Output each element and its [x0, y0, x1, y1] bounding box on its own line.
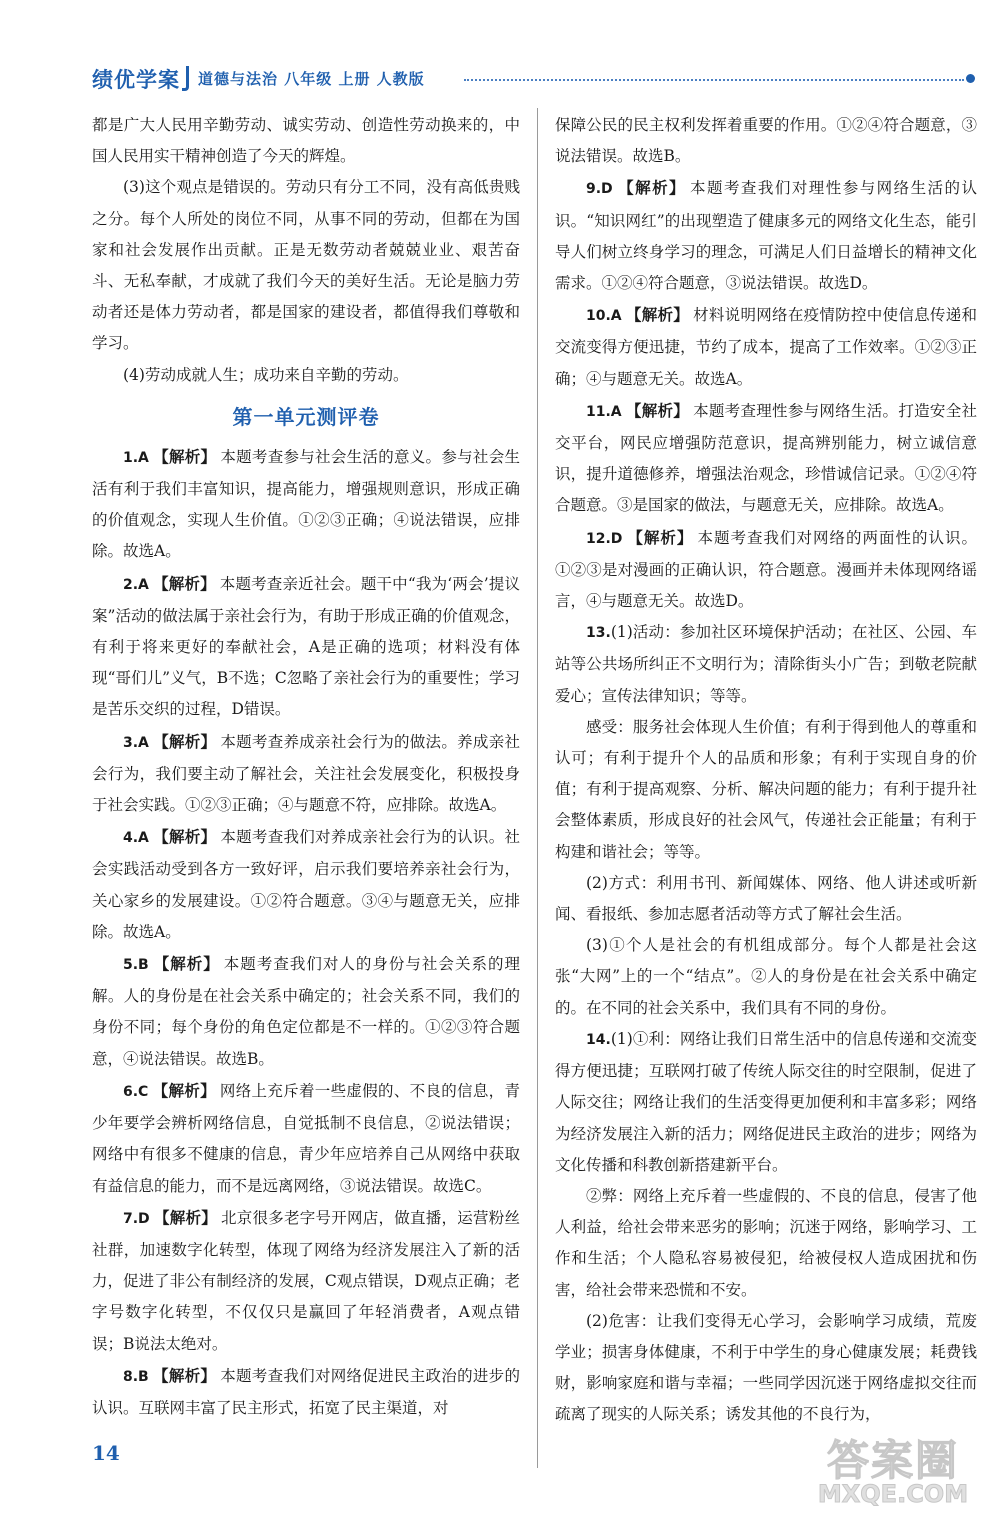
page-number: 14 — [92, 1441, 120, 1465]
question-number: 10.A — [586, 308, 622, 325]
answer-text: 感受：服务社会体现人生价值；有利于得到他人的尊重和认可；有利于提升个人的品质和形象；有利于实现自身的价值；有利于提高观察、分析、解决问题的能力；有利于提升社会整体素质，形成良好的社会风气，传递社会正能量；有利于构建和谐社会；等等。 — [555, 717, 977, 861]
answer-text: 北京很多老字号开网店，做直播，运营粉丝社群，加速数字化转型，体现了网络为经济发展注入了新的活力，促进了非公有制经济的发展，C观点错误，D观点正确；老字号数字化转型，不仅仅只是赢回了年轻消费者，A观点错误；B说法太绝对。 — [92, 1208, 520, 1353]
section-title: 第一单元测评卷 — [232, 404, 380, 429]
answer-text: 本题考查我们对人的身份与社会关系的理解。人的身份是在社会关系中确定的；社会关系不同，我们的身份不同；每个身份的角色定位都是不一样的。①②③符合题意，④说法错误。故选B。 — [92, 955, 520, 1068]
answer-item — [555, 172, 977, 299]
page-header — [92, 62, 980, 96]
answer-item — [92, 726, 520, 822]
answer-text: (2)危害：让我们变得无心学习，会影响学习成绩，荒废学业；损害身体健康，不利于中学生的身心健康发展；耗费钱财，影响家庭和谐与幸福；一些同学因沉迷于网络虚拟交往而疏离了现实的人际关系；诱发其他的不良行为， — [555, 1311, 977, 1424]
answer-paragraph — [555, 617, 977, 712]
site-watermark — [808, 1428, 978, 1516]
answer-item — [92, 821, 520, 948]
answer-text: 本题考查理性参与网络生活。打造安全社交平台，网民应增强防范意识，提高辨别能力，树立诚信意识，提升道德修养，增强法治观念，珍惜诚信记录。①②④符合题意。③是国家的做法，与题意无关，应排除。故选A。 — [555, 401, 977, 515]
answer-item — [92, 1202, 520, 1360]
answer-text: 本题考查我们对网络的两面性的认识。①②③是对漫画的正确认识，符合题意。漫画并未体现网络谣言，④与题意无关。故选D。 — [555, 528, 977, 611]
answer-item — [555, 522, 977, 618]
answer-paragraph — [555, 1306, 977, 1431]
answer-paragraph — [555, 712, 977, 868]
question-number: 12.D — [586, 530, 623, 547]
answer-paragraph — [555, 1181, 977, 1306]
answer-item — [555, 299, 977, 395]
analysis-tag: 【解析】 — [152, 446, 217, 466]
answer-text: 本题考查我们对理性参与网络生活的认识。“知识网红”的出现塑造了健康多元的网络文化生态，能引导人们树立终身学习的理念，可满足人们日益增长的精神文化需求。①②④符合题意，③说法错误。故选D。 — [555, 179, 977, 293]
analysis-tag: 【解析】 — [152, 827, 217, 847]
analysis-tag: 【解析】 — [616, 178, 687, 198]
header-bullet-icon — [966, 74, 975, 83]
analysis-tag: 【解析】 — [152, 1080, 216, 1100]
answer-paragraph — [555, 868, 977, 930]
header-dotted-rule — [464, 79, 964, 81]
right-column — [555, 110, 977, 1431]
watermark-domain-text: MXQE.COM — [817, 1480, 969, 1508]
analysis-tag: 【解析】 — [152, 954, 220, 974]
answer-item — [92, 948, 520, 1075]
question-number: 9.D — [586, 181, 613, 198]
intro-paragraph: 都是广大人民用辛勤劳动、诚实劳动、创造性劳动换来的，中国人民用实干精神创造了今天的辉煌。 — [92, 116, 520, 166]
answer-item — [92, 441, 520, 568]
answer-text: (3)①个人是社会的有机组成部分。每个人都是社会这张“大网”上的一个“结点”。②人的身份是在社会关系中确定的。在不同的社会关系中，我们具有不同的身份。 — [555, 936, 977, 1017]
analysis-tag: 【解析】 — [152, 1365, 217, 1385]
analysis-tag: 【解析】 — [152, 731, 217, 751]
analysis-tag: 【解析】 — [626, 527, 694, 547]
answer-text: 本题考查养成亲社会行为的做法。养成亲社会行为，我们要主动了解社会，关注社会发展变化，积极投身于社会实践。①②③正确；④与题意不符，应排除。故选A。 — [92, 732, 520, 815]
question-number: 1.A — [123, 449, 149, 466]
analysis-tag: 【解析】 — [625, 400, 690, 420]
question-number: 11.A — [586, 403, 622, 420]
answer-item — [92, 568, 520, 726]
brand-bracket-decoration — [182, 66, 189, 91]
question-number: 2.A — [123, 576, 149, 593]
question-number: 4.A — [123, 830, 149, 847]
book-subtitle: 道德与法治 八年级 上册 人教版 — [198, 70, 425, 88]
question-number: 5.B — [123, 957, 149, 974]
answer-paragraph — [555, 1024, 977, 1181]
brand-title: 绩优学案 — [92, 68, 180, 92]
answer-text: (1)①利：网络让我们日常生活中的信息传递和交流变得方便迅捷；互联网打破了传统人际交往的时空限制，促进了人际交往；网络让我们的生活变得更加便利和丰富多彩；网络为经济发展注入新的活力；网络促进民主政治的进步；网络为文化传播和科教创新搭建新平台。 — [555, 1029, 977, 1174]
watermark-logo-text: 答案圈 — [826, 1436, 959, 1485]
answer-paragraph — [555, 930, 977, 1024]
answer-text: 材料说明网络在疫情防控中使信息传递和交流变得方便迅捷，节约了成本，提高了工作效率。①②③正确；④与题意无关。故选A。 — [555, 306, 977, 388]
question-number: 14. — [586, 1031, 611, 1048]
intro-paragraph: (3)这个观点是错误的。劳动只有分工不同，没有高低贵贱之分。每个人所处的岗位不同，从事不同的劳动，但都在为国家和社会发展作出贡献。正是无数劳动者兢兢业业、艰苦奋斗、无私奉献，才成就了我们今天的美好生活。无论是脑力劳动者还是体力劳动者，都是国家的建设者，都值得我们尊敬和学习。 — [92, 178, 520, 353]
question-number: 13. — [586, 625, 611, 642]
answer-text: (2)方式：利用书刊、新闻媒体、网络、他人讲述或听新闻、看报纸、参加志愿者活动等方式了解社会生活。 — [555, 873, 977, 924]
analysis-tag: 【解析】 — [625, 305, 690, 325]
answer-item — [555, 395, 977, 522]
answer-item — [92, 1360, 520, 1424]
answer-text: 本题考查亲近社会。题干中“我为‘两会’提议案”活动的做法属于亲社会行为，有助于形成正确的价值观念，有利于将来更好的奉献社会，A是正确的选项；材料没有体现“哥们儿”义气，B不选；C忽略了亲社会行为的重要性；学习是苦乐交织的过程，D错误。 — [92, 574, 520, 719]
intro-paragraph: (4)劳动成就人生；成功来自辛勤的劳动。 — [123, 365, 409, 384]
analysis-tag: 【解析】 — [153, 1207, 217, 1227]
question-number: 8.B — [123, 1368, 149, 1385]
question-number: 3.A — [123, 734, 149, 751]
continued-paragraph: 保障公民的民主权利发挥着重要的作用。①②④符合题意，③说法错误。故选B。 — [555, 116, 977, 166]
answer-text: 本题考查我们对网络促进民主政治的进步的认识。互联网丰富了民主形式，拓宽了民主渠道，对 — [92, 1366, 520, 1417]
answer-text: 本题考查参与社会生活的意义。参与社会生活有利于我们丰富知识，提高能力，增强规则意识，形成正确的价值观念，实现人生价值。①②③正确；④说法错误，应排除。故选A。 — [92, 447, 520, 561]
answer-text: (1)活动：参加社区环境保护活动；在社区、公园、车站等公共场所纠正不文明行为；清除街头小广告；到敬老院献爱心；宣传法律知识；等等。 — [555, 623, 977, 705]
question-number: 6.C — [123, 1083, 149, 1100]
left-column — [92, 110, 520, 1424]
analysis-tag: 【解析】 — [152, 573, 216, 593]
answer-text: ②弊：网络上充斥着一些虚假的、不良的信息，侵害了他人利益，给社会带来恶劣的影响；沉迷于网络，影响学习、工作和生活；个人隐私容易被侵犯，给被侵权人造成困扰和伤害，给社会带来恐慌和不安。 — [555, 1186, 977, 1299]
column-divider — [537, 108, 538, 1468]
answer-text: 网络上充斥着一些虚假的、不良的信息，青少年要学会辨析网络信息，自觉抵制不良信息，②说法错误；网络中有很多不健康的信息，青少年应培养自己从网络中获取有益信息的能力，而不是远离网络，③说法错误。故选C。 — [92, 1081, 520, 1195]
question-number: 7.D — [123, 1210, 150, 1227]
answer-item — [92, 1075, 520, 1202]
answer-text: 本题考查我们对养成亲社会行为的认识。社会实践活动受到各方一致好评，启示我们要培养亲社会行为，关心家乡的发展建设。①②符合题意。③④与题意无关，应排除。故选A。 — [92, 828, 520, 941]
